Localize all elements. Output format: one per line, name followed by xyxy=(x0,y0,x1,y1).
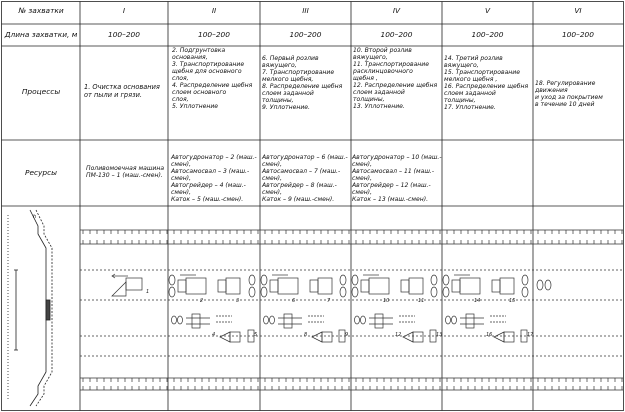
grader-blade xyxy=(466,314,474,328)
aggregate-pile xyxy=(352,275,358,285)
resource-cell-2: Автогудронатор – 2 (маш.-смен), Автосамосвал – 3 (маш.-смен), Автогрейдер – 4 (маш.-смен), Каток – 5 (маш.-смен). xyxy=(171,154,257,203)
aggregate-pile xyxy=(522,275,528,285)
aggregate-pile xyxy=(431,275,437,285)
roller-body xyxy=(322,332,332,342)
aggregate-pile xyxy=(169,275,175,285)
aggregate-pile xyxy=(249,275,255,285)
grader-blade xyxy=(192,314,200,328)
process-cell-4: 10. Второй розлив вяжущего, 11. Транспортирование расклинцовочного щебня , 12. Распределение щебня слоем заданной толщины, 13. Уплотнение. xyxy=(353,47,438,110)
aggregate-pile xyxy=(443,275,449,285)
resource-row-label: Ресурсы xyxy=(24,168,58,177)
length-value-3: 100–200 xyxy=(289,30,322,39)
aggregate-pile xyxy=(270,316,275,324)
column-header-4: IV xyxy=(392,6,401,15)
length-value-4: 100–200 xyxy=(380,30,413,39)
grader-blade xyxy=(284,314,292,328)
distributor-cab xyxy=(361,280,369,292)
machine-number: 15 xyxy=(509,298,516,304)
column-header-1: I xyxy=(122,6,126,15)
dump-truck-cab xyxy=(310,280,318,292)
roller-body xyxy=(504,332,514,342)
dump-truck-body xyxy=(409,278,423,294)
distributor-cab xyxy=(178,280,186,292)
aggregate-pile xyxy=(340,275,346,285)
roller-drum xyxy=(403,332,413,342)
dump-truck-body xyxy=(500,278,514,294)
aggregate-pile xyxy=(352,287,358,297)
aggregate-pile xyxy=(446,316,451,324)
dump-truck-body xyxy=(226,278,240,294)
roller-drum xyxy=(312,332,322,342)
process-cell-3: 6. Первый розлив вяжущего, 7. Транспортирование мелкого щебня, 8. Распределение щебня слоем заданной толщины, 9. Уплотнение. xyxy=(262,55,343,111)
machine-number: 1 xyxy=(146,289,150,295)
aggregate-pile xyxy=(172,316,177,324)
machine-number: 10 xyxy=(383,298,390,304)
grader-blade xyxy=(375,314,383,328)
aggregate-pile xyxy=(452,316,457,324)
distributor-cab xyxy=(270,280,278,292)
distributor-cab xyxy=(452,280,460,292)
resource-cell-6 xyxy=(535,154,623,194)
length-value-5: 100–200 xyxy=(471,30,504,39)
aggregate-pile xyxy=(545,280,551,290)
dump-truck-body xyxy=(318,278,332,294)
roller-drum xyxy=(220,332,230,342)
aggregate-pile xyxy=(443,287,449,297)
resource-cell-4: Автогудронатор – 10 (маш.-смен), Автосамосвал – 11 (маш.-смен), Автогрейдер – 12 (маш.-смен), Каток – 13 (маш.-смен). xyxy=(352,154,442,203)
process-cell-6: 18. Регулирование движения и уход за покрытием в течение 10 дней xyxy=(535,80,603,108)
dump-truck-cab xyxy=(492,280,500,292)
distributor-tank xyxy=(369,278,389,294)
aggregate-pile xyxy=(249,287,255,297)
machine-number: 6 xyxy=(292,298,296,304)
aggregate-pile xyxy=(261,275,267,285)
process-cell-5: 14. Третий розлив вяжущего, 15. Транспортирование мелкого щебня , 16. Распределение щебня слоем заданной толщины, 17. Уплотнение. xyxy=(444,55,529,111)
watering-machine xyxy=(126,278,142,290)
aggregate-pile xyxy=(431,287,437,297)
resource-cell-1: Поливомоечная машина ПМ-130 – 1 (маш.-смен). xyxy=(86,165,165,179)
aggregate-pile xyxy=(537,280,543,290)
dump-truck-cab xyxy=(218,280,226,292)
machine-number: 14 xyxy=(474,298,481,304)
distributor-tank xyxy=(460,278,480,294)
aggregate-pile xyxy=(178,316,183,324)
machine-number: 2 xyxy=(200,298,204,304)
length-row-label: Длина захватки, м xyxy=(4,30,78,39)
length-value-6: 100–200 xyxy=(562,30,594,39)
aggregate-pile xyxy=(340,287,346,297)
resource-cell-5 xyxy=(444,154,532,194)
distributor-tank xyxy=(186,278,206,294)
resource-cell-3: Автогудронатор – 6 (маш.-смен), Автосамосвал – 7 (маш.-смен), Автогрейдер – 8 (маш.-смен), Каток – 9 (маш.-смен). xyxy=(262,154,348,203)
column-header-6: VI xyxy=(574,6,582,15)
road-cross-section xyxy=(8,210,52,406)
process-cell-2: 2. Подгрунтовка основания, 3. Транспортирование щебня для основного слоя, 4. Распределение щебня слоем основного слоя, 5. Уплотнение xyxy=(172,47,253,110)
distributor-tank xyxy=(278,278,298,294)
aggregate-pile xyxy=(264,316,269,324)
machine-number: 3 xyxy=(236,298,240,304)
aggregate-pile xyxy=(361,316,366,324)
machine-number: 16 xyxy=(486,332,493,338)
aggregate-pile xyxy=(355,316,360,324)
machine-number: 4 xyxy=(212,332,216,338)
column-header-2: II xyxy=(211,6,217,15)
watering-machine-cab xyxy=(112,282,126,296)
header-row-label: № захватки xyxy=(18,6,64,15)
aggregate-pile xyxy=(261,287,267,297)
machine-number: 8 xyxy=(304,332,308,338)
aggregate-pile xyxy=(169,287,175,297)
roller-body xyxy=(230,332,240,342)
column-header-3: III xyxy=(302,6,309,15)
column-header-5: V xyxy=(484,6,491,15)
process-cell-1: 1. Очистка основания от пыли и грязи. xyxy=(84,83,160,99)
length-value-1: 100–200 xyxy=(108,30,140,39)
machine-number: 12 xyxy=(395,332,402,338)
work-scheme xyxy=(80,230,623,390)
machine-number: 9 xyxy=(345,332,349,338)
machine-number: 11 xyxy=(418,298,425,304)
machine-number: 7 xyxy=(327,298,331,304)
dump-truck-cab xyxy=(401,280,409,292)
machine-number: 13 xyxy=(436,332,443,338)
machine-number: 5 xyxy=(254,332,258,338)
roller-body xyxy=(413,332,423,342)
cross-section-label: h xyxy=(33,214,37,220)
aggregate-pile xyxy=(522,287,528,297)
process-row-label: Процессы xyxy=(21,87,61,96)
roller-drum xyxy=(494,332,504,342)
length-value-2: 100–200 xyxy=(198,30,230,39)
machine-number: 17 xyxy=(527,332,534,338)
